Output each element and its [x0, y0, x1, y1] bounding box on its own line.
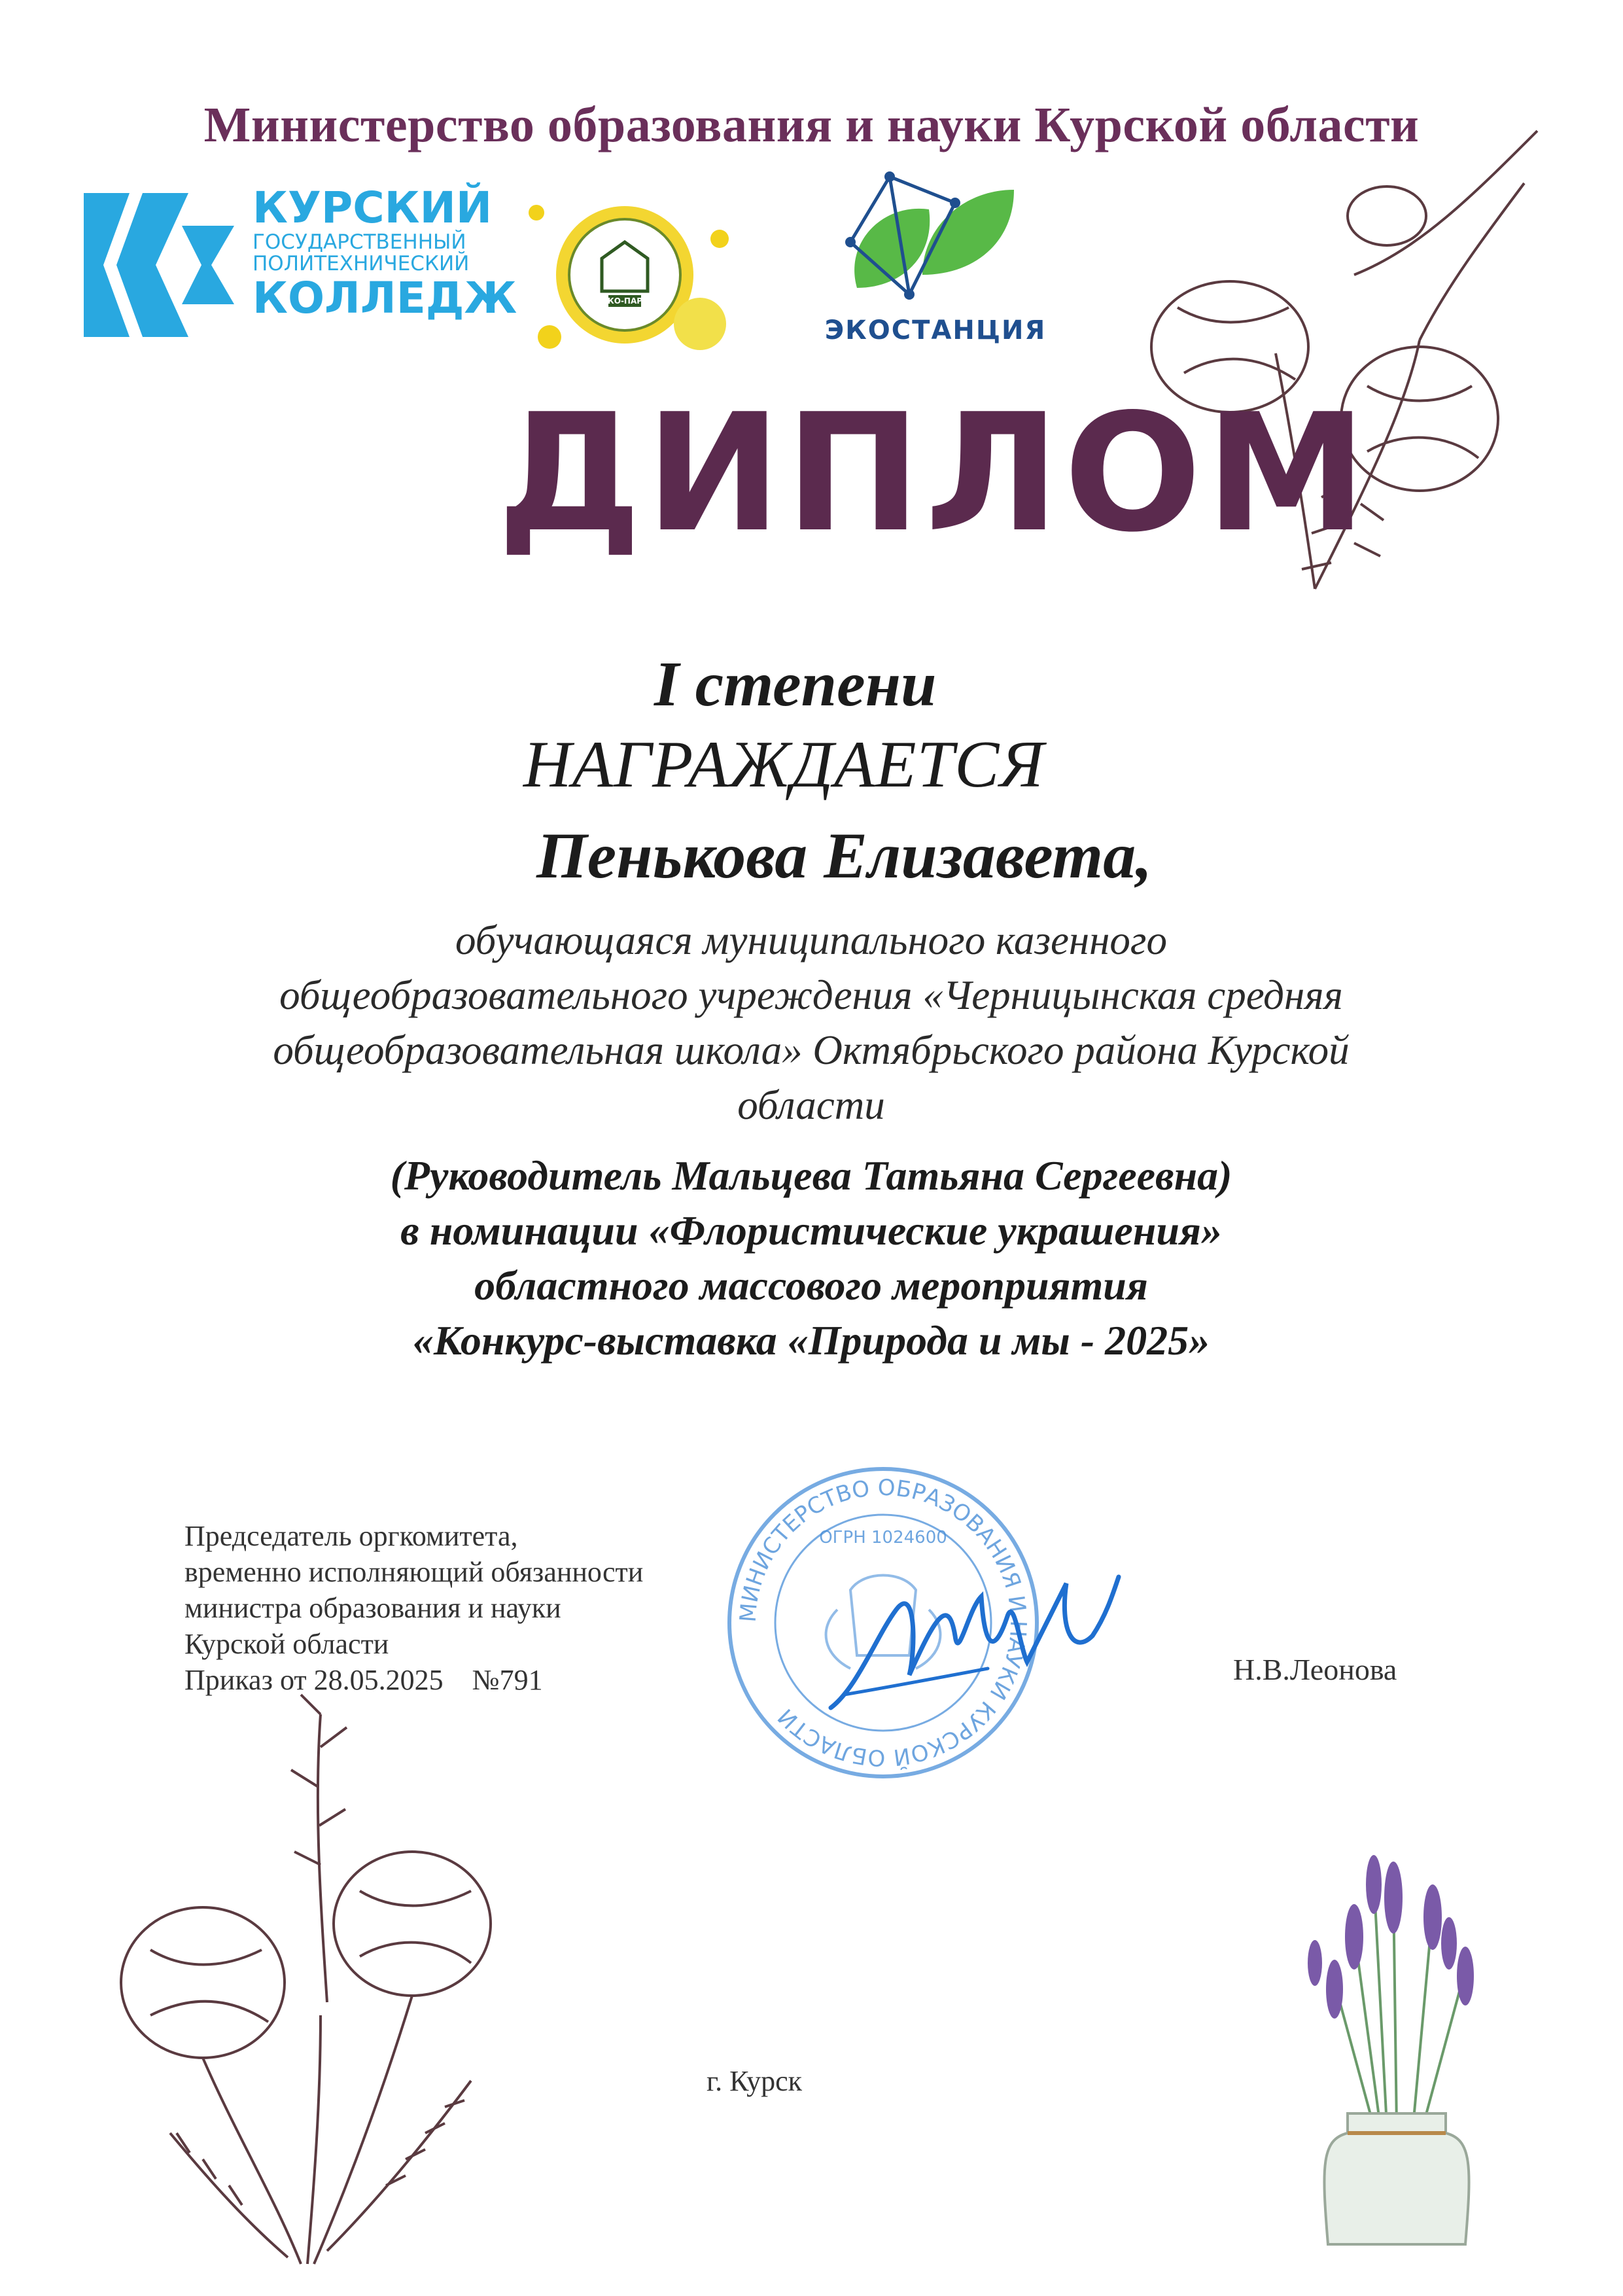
ecostation-station: СТАНЦИЯ [891, 315, 1047, 345]
page-title: ДИПЛОМ [497, 380, 1371, 568]
degree-label: I степени [654, 649, 937, 720]
ecopark-logo [510, 167, 759, 376]
ecopark-label: ЭКО-ПАРК [602, 296, 649, 306]
description-line: общеобразовательного учреждения «Черницынская средняя [279, 972, 1343, 1018]
description-line: общеобразовательная школа» Октябрьского района Курской [273, 1027, 1350, 1073]
flowers-bottom-left-icon [105, 1675, 589, 2277]
description [222, 913, 1400, 1133]
details-line: «Конкурс-выставка «Природа и мы - 2025» [412, 1317, 1210, 1364]
signer-name: Н.В.Леонова [1233, 1653, 1397, 1686]
details-line: (Руководитель Мальцева Татьяна Сергеевна) [390, 1152, 1232, 1199]
signature-line: Председатель оргкомитета, [184, 1520, 518, 1552]
details-line: областного массового мероприятия [474, 1262, 1148, 1309]
college-logo [84, 183, 517, 344]
signature-line: временно исполняющий обязанности [184, 1556, 644, 1588]
college-line2: ГОСУДАРСТВЕННЫЙ [253, 230, 466, 254]
ecostation-logo [805, 164, 1066, 360]
description-line: обучающаяся муниципального казенного [455, 917, 1168, 963]
description-line: области [737, 1082, 885, 1128]
college-line1: КУРСКИЙ [253, 183, 493, 233]
ecostation-eco: ЭКО [824, 315, 892, 345]
college-line3: ПОЛИТЕХНИЧЕСКИЙ [253, 252, 470, 275]
signature-block [184, 1518, 773, 1698]
lavender-jar-icon [1289, 1852, 1505, 2257]
handwritten-signature-icon [818, 1557, 1132, 1740]
sun-flowers-icon [510, 167, 759, 376]
awarded-label: НАГРАЖДАЕТСЯ [523, 728, 1045, 802]
seal-ogrn: ОГРН 1024600 [819, 1528, 947, 1547]
details-line: в номинации «Флористические украшения» [400, 1207, 1222, 1254]
signature-line: министра образования и науки [184, 1592, 561, 1624]
ministry-heading: Министерство образования и науки Курской области [203, 97, 1420, 152]
recipient-name: Пенькова Елизавета, [536, 819, 1153, 892]
seal-outer-text: МИНИСТЕРСТВО ОБРАЗОВАНИЯ И НАУКИ КУРСКОЙ ОБЛАСТИ [735, 1474, 1032, 1771]
college-line4: КОЛЛЕДЖ [253, 273, 517, 323]
city-label: г. Курск [707, 2065, 803, 2097]
signature-line: Курской области [184, 1628, 389, 1660]
leaf-network-icon [805, 164, 1066, 308]
signature-line: Приказ от 28.05.2025 №791 [184, 1664, 543, 1696]
award-details [222, 1148, 1400, 1368]
